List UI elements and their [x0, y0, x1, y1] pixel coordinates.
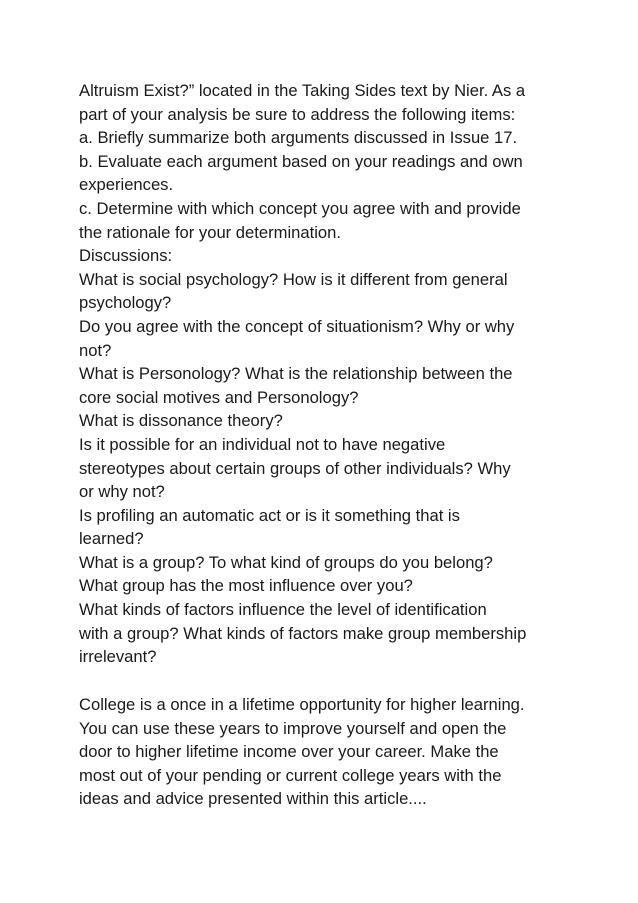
text-line: most out of your pending or current college years with the [79, 765, 502, 785]
text-line: or why not? [79, 482, 165, 502]
text-line: Do you agree with the concept of situationism? Why or why [79, 316, 515, 336]
text-line: stereotypes about certain groups of other individuals? Why [79, 458, 511, 478]
text-line: part of your analysis be sure to address the following items: [79, 104, 516, 124]
text-line: the rationale for your determination. [79, 222, 341, 242]
text-line: What is dissonance theory? [79, 411, 283, 431]
text-line: Altruism Exist?” located in the Taking Sides text by Nier. As a [79, 81, 526, 100]
text-line: Is it possible for an individual not to have negative [79, 434, 446, 454]
text-line: What is Personology? What is the relationship between the [79, 364, 513, 384]
college-paragraph [79, 693, 579, 811]
text-line: You can use these years to improve yourself and open the [79, 718, 507, 738]
text-line: not? [79, 340, 112, 360]
text-line: What is a group? To what kind of groups do you belong? [79, 552, 493, 572]
text-line: c. Determine with which concept you agree with and provide [79, 198, 521, 218]
text-line: door to higher lifetime income over your career. Make the [79, 742, 499, 762]
text-line: What is social psychology? How is it different from general [79, 269, 508, 289]
text-line: with a group? What kinds of factors make group membership [79, 623, 527, 643]
text-line: learned? [79, 529, 144, 549]
text-line: What group has the most influence over you? [79, 576, 413, 596]
text-line: b. Evaluate each argument based on your readings and own [79, 151, 523, 171]
text-line: What kinds of factors influence the level of identification [79, 600, 487, 620]
text-line: College is a once in a lifetime opportunity for higher learning. [79, 695, 525, 714]
text-line: ideas and advice presented within this article.... [79, 789, 427, 809]
text-line: Is profiling an automatic act or is it something that is [79, 505, 460, 525]
text-line: a. Briefly summarize both arguments discussed in Issue 17. [79, 128, 518, 148]
text-line: experiences. [79, 175, 174, 195]
text-line: irrelevant? [79, 647, 157, 667]
text-line: psychology? [79, 293, 172, 313]
discussions-heading: Discussions: [79, 246, 173, 266]
assignment-text [79, 79, 579, 669]
text-line: core social motives and Personology? [79, 387, 359, 407]
